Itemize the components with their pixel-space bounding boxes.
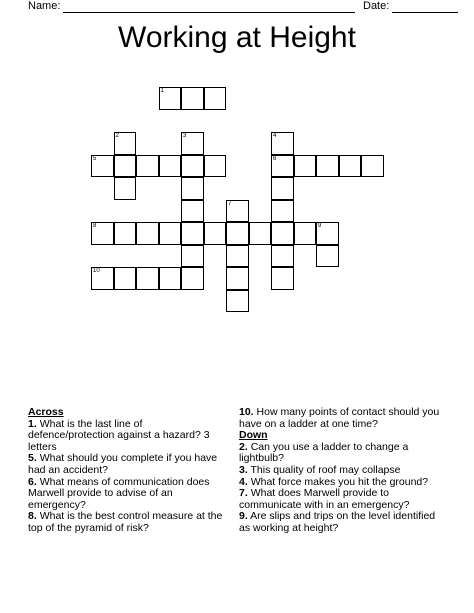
grid-cell[interactable] bbox=[294, 222, 317, 245]
grid-cell[interactable] bbox=[181, 155, 204, 178]
grid-cell[interactable] bbox=[294, 155, 317, 178]
grid-cell[interactable] bbox=[271, 245, 294, 268]
grid-cell[interactable] bbox=[181, 200, 204, 223]
cell-number: 1 bbox=[160, 88, 164, 94]
grid-cell[interactable] bbox=[181, 267, 204, 290]
grid-cell[interactable] bbox=[271, 132, 294, 155]
grid-cell[interactable] bbox=[316, 245, 339, 268]
down-list-4: 9. Are slips and trips on the level identified as working at height? bbox=[239, 510, 436, 534]
grid-cell[interactable] bbox=[316, 222, 339, 245]
cell-number: 4 bbox=[273, 133, 277, 139]
down-list-2: 4. What force makes you hit the ground? bbox=[239, 475, 429, 488]
grid-cell[interactable] bbox=[159, 87, 182, 110]
grid-cell[interactable] bbox=[136, 222, 159, 245]
down-heading: Down bbox=[239, 429, 268, 442]
grid-cell[interactable] bbox=[91, 222, 114, 245]
cell-number: 6 bbox=[273, 155, 277, 162]
across-heading: Across bbox=[28, 406, 64, 418]
grid-cell[interactable] bbox=[136, 155, 159, 178]
grid-cell[interactable] bbox=[159, 155, 182, 178]
across-list-1: 5. What should you complete if you have had an accident? bbox=[28, 452, 218, 476]
down-list-3: 7. What does Marwell provide to communicate with in an emergency? bbox=[239, 487, 410, 511]
across-list-4: 10. How many points of contact should you have on a ladder at one time? bbox=[239, 406, 440, 430]
grid-cell[interactable] bbox=[114, 155, 137, 178]
grid-cell[interactable] bbox=[181, 87, 204, 110]
name-label: Name: bbox=[28, 0, 61, 12]
grid-cell[interactable] bbox=[226, 200, 249, 223]
cell-number: 8 bbox=[93, 223, 97, 229]
grid-cell[interactable] bbox=[114, 267, 137, 290]
grid-cell[interactable] bbox=[271, 267, 294, 290]
grid-cell[interactable] bbox=[181, 245, 204, 268]
across-list-2: 6. What means of communication does Marwell provide to advise of an emergency? bbox=[28, 475, 210, 511]
grid-cell[interactable] bbox=[181, 177, 204, 200]
down-clues bbox=[239, 407, 444, 535]
page-title: Working at Height bbox=[118, 21, 356, 54]
grid-cell[interactable] bbox=[361, 155, 384, 178]
grid-cell[interactable] bbox=[114, 132, 137, 155]
cell-number: 2 bbox=[115, 133, 119, 139]
across-list-3: 8. What is the best control measure at the top of the pyramid of risk? bbox=[28, 510, 223, 534]
grid-cell[interactable] bbox=[91, 155, 114, 178]
grid-cell[interactable] bbox=[226, 245, 249, 268]
grid-cell[interactable] bbox=[181, 132, 204, 155]
grid-cell[interactable] bbox=[204, 87, 227, 110]
grid-cell[interactable] bbox=[271, 222, 294, 245]
grid-cell[interactable] bbox=[204, 222, 227, 245]
cell-number: 3 bbox=[183, 133, 187, 139]
across-list-0: 1. What is the last line of defence/protection against a hazard? 3 letters bbox=[28, 417, 210, 453]
grid-cell[interactable] bbox=[226, 267, 249, 290]
cell-number: 7 bbox=[228, 200, 232, 207]
grid-cell[interactable] bbox=[181, 222, 204, 245]
grid-cell[interactable] bbox=[271, 155, 294, 178]
grid-cell[interactable] bbox=[271, 200, 294, 223]
grid-cell[interactable] bbox=[204, 155, 227, 178]
down-list-0: 2. Can you use a ladder to change a lightbulb? bbox=[239, 440, 409, 465]
grid-cell[interactable] bbox=[159, 267, 182, 290]
grid-cell[interactable] bbox=[339, 155, 362, 178]
cell-number: 5 bbox=[93, 155, 97, 162]
grid-cell[interactable] bbox=[226, 222, 249, 245]
cell-number: 9 bbox=[318, 223, 322, 229]
cell-number: 10 bbox=[93, 268, 100, 274]
grid-cell[interactable] bbox=[159, 222, 182, 245]
across-clues bbox=[28, 407, 228, 535]
grid-cell[interactable] bbox=[114, 222, 137, 245]
grid-cell[interactable] bbox=[91, 267, 114, 290]
grid-cell[interactable] bbox=[114, 177, 137, 200]
grid-cell[interactable] bbox=[249, 222, 272, 245]
grid-cell[interactable] bbox=[226, 290, 249, 313]
date-label: Date: bbox=[363, 0, 390, 12]
down-list-1: 3. This quality of roof may collapse bbox=[239, 463, 401, 476]
grid-cell[interactable] bbox=[136, 267, 159, 290]
grid-cell[interactable] bbox=[271, 177, 294, 200]
grid-cell[interactable] bbox=[316, 155, 339, 178]
